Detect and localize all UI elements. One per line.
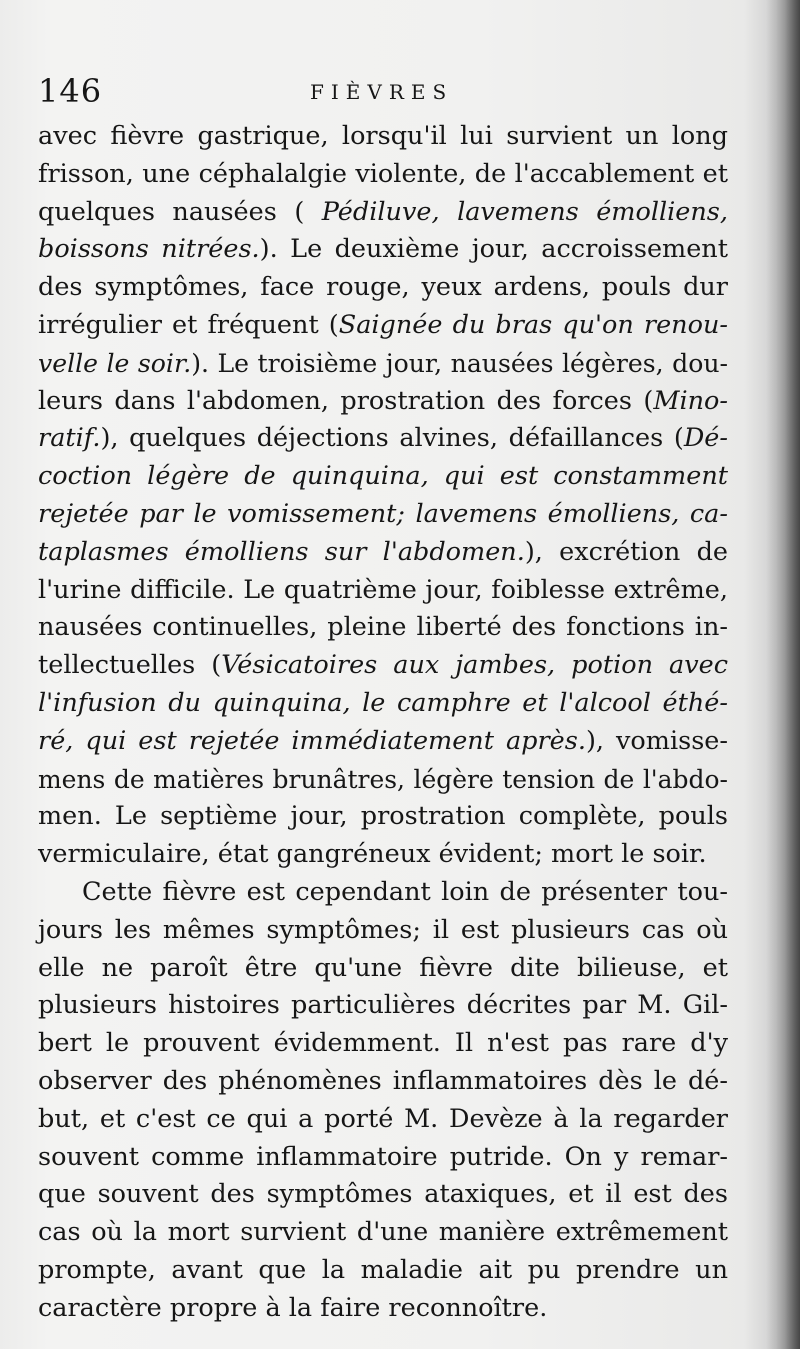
text-line: ré, qui est rejetée immédiatement après.), vomisse-	[38, 725, 728, 756]
paragraph-2	[38, 874, 728, 1328]
text-line: elle ne paroît être qu'une fièvre dite bilieuse, et	[38, 952, 728, 983]
text-line: prompte, avant que la maladie ait pu prendre un	[38, 1254, 728, 1285]
text-line: quelques nausées ( Pédiluve, lavemens émolliens,	[38, 196, 729, 227]
text-line: ratif.), quelques déjections alvines, défaillances (Dé-	[38, 423, 728, 454]
text-line: velle le soir.). Le troisième jour, nausées légères, dou-	[38, 348, 728, 378]
text-line: caractère propre à la faire reconnoître.	[38, 1292, 548, 1323]
running-head: FIÈVRES	[310, 80, 454, 104]
text-line: nausées continuelles, pleine liberté des fonctions in-	[38, 612, 728, 643]
text-line: leurs dans l'abdomen, prostration des forces (Mino-	[38, 385, 728, 416]
text-line: des symptômes, face rouge, yeux ardens, pouls dur	[38, 272, 728, 303]
text-line: boissons nitrées.). Le deuxième jour, accroissement	[38, 234, 728, 265]
text-line: l'urine difficile. Le quatrième jour, foiblesse extrême,	[38, 574, 728, 605]
text-line: mens de matières brunâtres, légère tension de l'abdo-	[38, 764, 728, 794]
text-line: irrégulier et fréquent (Saignée du bras qu'on renou-	[38, 309, 728, 340]
text-line: men. Le septième jour, prostration complète, pouls	[38, 801, 728, 832]
text-line: souvent comme inflammatoire putride. On y remar-	[38, 1141, 728, 1172]
text-line: bert le prouvent évidemment. Il n'est pas rare d'y	[38, 1028, 728, 1059]
text-line: Cette fièvre est cependant loin de présenter tou-	[82, 876, 728, 907]
text-line: coction légère de quinquina, qui est constamment	[38, 461, 728, 492]
text-line: plusieurs histoires particulières décrites par M. Gil-	[38, 990, 728, 1021]
text-line: rejetée par le vomissement; lavemens émolliens, ca-	[38, 498, 728, 529]
page-header	[38, 72, 728, 118]
text-line: jours les mêmes symptômes; il est plusieurs cas où	[38, 914, 728, 945]
text-line: taplasmes émolliens sur l'abdomen.), excrétion de	[38, 536, 728, 567]
text-line: tellectuelles (Vésicatoires aux jambes, potion avec	[38, 650, 728, 681]
text-line: l'infusion du quinquina, le camphre et l'alcool éthé-	[38, 687, 728, 718]
page-number: 146	[38, 72, 103, 110]
body-text	[38, 118, 728, 1328]
text-line: vermiculaire, état gangréneux évident; mort le soir.	[38, 839, 707, 870]
text-line: frisson, une céphalalgie violente, de l'accablement et	[38, 158, 728, 189]
text-line: avec fièvre gastrique, lorsqu'il lui survient un long	[38, 121, 728, 151]
page-gutter-shadow	[766, 0, 800, 1349]
text-line: cas où la mort survient d'une manière extrêmement	[38, 1217, 728, 1248]
text-line: observer des phénomènes inflammatoires dès le dé-	[38, 1065, 728, 1096]
text-line: que souvent des symptômes ataxiques, et il est des	[38, 1179, 728, 1210]
text-line: but, et c'est ce qui a porté M. Devèze à la regarder	[38, 1103, 728, 1134]
paragraph-1	[38, 118, 728, 874]
